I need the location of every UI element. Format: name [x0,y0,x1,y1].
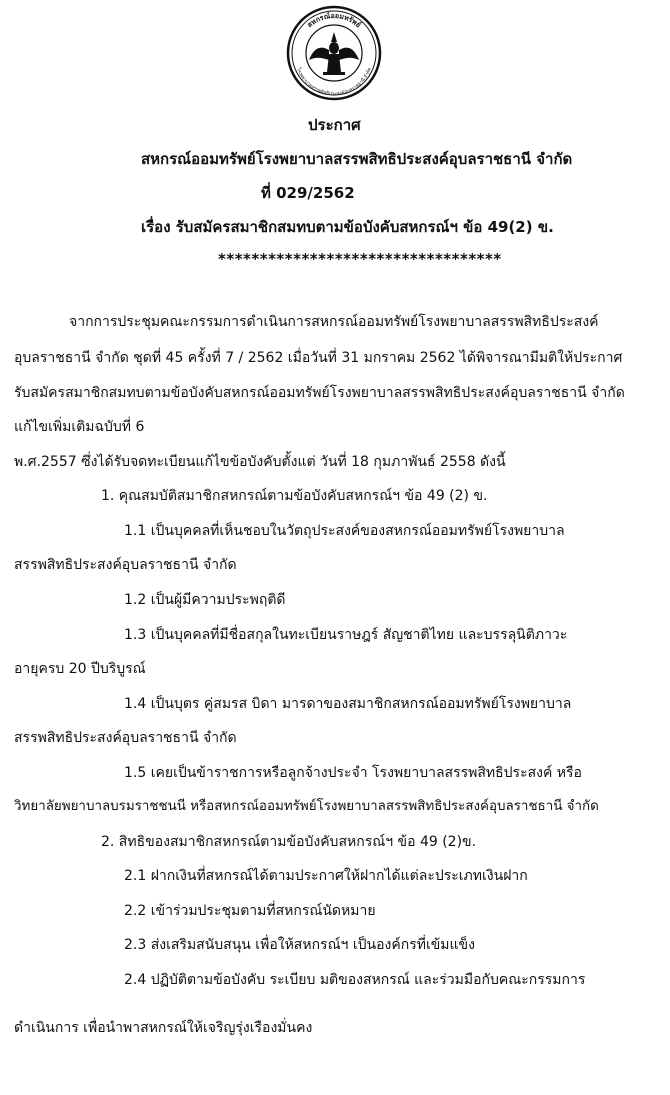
organization-name: สหกรณ์ออมทรัพย์โรงพยาบาลสรรพสิทธิประสงค์อุบลราชธานี จำกัด [141,150,573,168]
section1-item: สรรพสิทธิประสงค์อุบลราชธานี จำกัด [14,730,237,746]
section2-item: 2.2 เข้าร่วมประชุมตามที่สหกรณ์นัดหมาย [124,903,376,919]
section2-item: 2.4 ปฏิบัติตามข้อบังคับ ระเบียบ มติของสหกรณ์ และร่วมมือกับคณะกรรมการ [124,972,586,988]
section1-item: วิทยาลัยพยาบาลบรมราชชนนี หรือสหกรณ์ออมทรัพย์โรงพยาบาลสรรพสิทธิประสงค์อุบลราชธานี จำกัด [14,799,599,814]
section1-item: 1.5 เคยเป็นข้าราชการหรือลูกจ้างประจำ โรงพยาบาลสรรพสิทธิประสงค์ หรือ [124,765,582,781]
section2-item: 2.3 ส่งเสริมสนับสนุน เพื่อให้สหกรณ์ฯ เป็นองค์กรที่เข้มแข็ง [124,937,475,953]
section1-item: สรรพสิทธิประสงค์อุบลราชธานี จำกัด [14,557,237,573]
svg-text:สหกรณ์ออมทรัพย์ [306,11,363,29]
section1-item: 1.4 เป็นบุตร คู่สมรส บิดา มารดาของสมาชิกสหกรณ์ออมทรัพย์โรงพยาบาล [124,696,572,712]
closing-statement: ดำเนินการ เพื่อนำพาสหกรณ์ให้เจริญรุ่งเรืองมั่นคง [14,1020,313,1036]
header-divider: ********************************** [218,250,502,268]
section1-item: 1.1 เป็นบุคคลที่เห็นชอบในวัตถุประสงค์ของสหกรณ์ออมทรัพย์โรงพยาบาล [124,523,565,539]
announcement-subject: เรื่อง รับสมัครสมาชิกสมทบตามข้อบังคับสหกรณ์ฯ ข้อ 49(2) ข. [141,218,554,236]
intro-line: จากการประชุมคณะกรรมการดำเนินการสหกรณ์ออมทรัพย์โรงพยาบาลสรรพสิทธิประสงค์ [69,314,599,330]
seal-ring-bottom-text: โรงพยาบาลสรรพสิทธิประสงค์อุบลราชธานี จำกัด [295,67,373,98]
section1-item: 1.3 เป็นบุคคลที่มีชื่อสกุลในทะเบียนราษฎร์ สัญชาติไทย และบรรลุนิติภาวะ [124,627,568,643]
emblem-figure-icon [309,32,359,75]
section2-heading: 2. สิทธิของสมาชิกสหกรณ์ตามข้อบังคับสหกรณ์ฯ ข้อ 49 (2)ข. [101,834,477,850]
section2-item: 2.1 ฝากเงินที่สหกรณ์ได้ตามประกาศให้ฝากได้แต่ละประเภทเงินฝาก [124,868,528,884]
cooperative-seal [285,4,383,102]
intro-line: พ.ศ.2557 ซึ่งได้รับจดทะเบียนแก้ไขข้อบังคับตั้งแต่ วันที่ 18 กุมภาพันธ์ 2558 ดังนี้ [14,454,506,470]
intro-line: รับสมัครสมาชิกสมทบตามข้อบังคับสหกรณ์ออมทรัพย์โรงพยาบาลสรรพสิทธิประสงค์อุบลราชธานี จำกัด [14,385,625,401]
announcement-title: ประกาศ [308,116,361,134]
announcement-number: ที่ 029/2562 [261,184,355,202]
section1-item: 1.2 เป็นผู้มีความประพฤติดี [124,592,286,608]
intro-line: แก้ไขเพิ่มเติมฉบับที่ 6 [14,419,145,435]
intro-line: อุบลราชธานี จำกัด ชุดที่ 45 ครั้งที่ 7 / 2562 เมื่อวันที่ 31 มกราคม 2562 ได้พิจารณามีมติให้ประกาศ [14,350,623,366]
section1-heading: 1. คุณสมบัติสมาชิกสหกรณ์ตามข้อบังคับสหกรณ์ฯ ข้อ 49 (2) ข. [101,488,488,504]
section1-item: อายุครบ 20 ปีบริบูรณ์ [14,661,146,677]
seal-ring-top-text: สหกรณ์ออมทรัพย์ [305,11,363,30]
